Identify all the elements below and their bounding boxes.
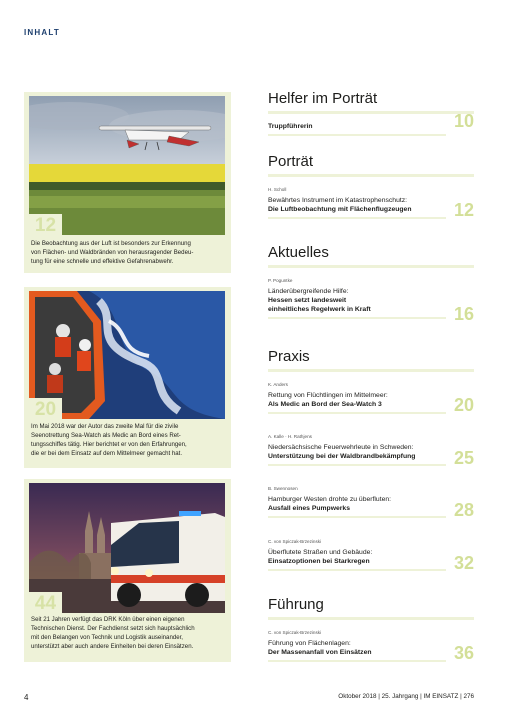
toc-page-number: 32	[453, 553, 474, 573]
panel-page-number: 44	[29, 592, 62, 615]
category-heading-portraet: Porträt	[268, 153, 474, 177]
toc-entry-portraet[interactable]: H. Scholl Bewährtes Instrument im Katastrophenschutz: Die Luftbeobachtung mit Flächenflugzeugen	[268, 187, 446, 219]
entry-divider	[268, 660, 446, 662]
toc-page-number: 16	[453, 304, 474, 324]
toc-entry-fuehrung[interactable]: C. von Spiczak-Brzezinski Führung von Flächenlagen: Der Massenanfall von Einsätzen	[268, 630, 446, 662]
footer-issue-info: Oktober 2018 | 25. Jahrgang | IM EINSATZ | 276	[338, 693, 474, 700]
footer-page-number: 4	[24, 693, 29, 702]
toc-page-number: 25	[453, 448, 474, 468]
panel-caption: Seit 21 Jahren verfügt das DRK Köln über einen eigenen Technischen Dienst. Der Fachdienst setzt sich hauptsächlich mit den Belangen von Technik und Logistik auseinander, unterstützt aber auch andere Einheiten bei deren Einsätzen.	[31, 616, 195, 650]
feature-panel-rescue-boat	[24, 287, 231, 468]
entry-divider	[268, 134, 446, 136]
category-heading-fuehrung: Führung	[268, 596, 474, 620]
panel-page-number: 12	[29, 214, 62, 237]
toc-page-number: 20	[453, 395, 474, 415]
toc-entry-helfer[interactable]: Truppführerin	[268, 122, 446, 136]
section-label: INHALT	[24, 28, 60, 37]
panel-page-number: 20	[29, 398, 62, 421]
entry-divider	[268, 317, 446, 319]
toc-page-number: 36	[453, 643, 474, 663]
panel-caption: Die Beobachtung aus der Luft ist besonders zur Erkennung von Flächen- und Waldbränden von herausragender Bedeu- tung für eine schnelle und effektive Gefahrenabwehr.	[31, 240, 194, 265]
toc-entry-praxis-1[interactable]: K. Anders Rettung von Flüchtlingen im Mittelmeer: Als Medic an Bord der Sea-Watch 3	[268, 382, 446, 414]
feature-panel-aircraft	[24, 92, 231, 273]
toc-entry-aktuelles[interactable]: P. Poguntke Länderübergreifende Hilfe: Hessen setzt landesweit einheitliches Regelwerk in Kraft	[268, 278, 446, 319]
toc-page-number: 10	[453, 111, 474, 131]
entry-divider	[268, 464, 446, 466]
feature-panel-ambulance	[24, 479, 231, 662]
toc-entry-praxis-3[interactable]: B. Swennosen Hamburger Westen drohte zu überfluten: Ausfall eines Pumpwerks	[268, 486, 446, 518]
toc-page-number: 12	[453, 200, 474, 220]
entry-divider	[268, 217, 446, 219]
toc-page-number: 28	[453, 500, 474, 520]
toc-entry-praxis-2[interactable]: A. Kalle · H. Rathjens Niedersächsische Feuerwehrleute in Schweden: Unterstützung bei der Waldbrandbekämpfung	[268, 434, 446, 466]
category-heading-praxis: Praxis	[268, 348, 474, 372]
category-heading-aktuelles: Aktuelles	[268, 244, 474, 268]
panel-caption: Im Mai 2018 war der Autor das zweite Mal für die zivile Seenotrettung Sea-Watch als Medic an Bord eines Ret- tungsschiffes tätig. Hier berichtet er von den Erfahrungen, die er bei dem Einsatz auf dem Mittelmeer gemacht hat.	[31, 423, 187, 457]
entry-divider	[268, 569, 446, 571]
entry-divider	[268, 412, 446, 414]
toc-entry-praxis-4[interactable]: C. von Spiczak-Brzezinski Überflutete Straßen und Gebäude: Einsatzoptionen bei Starkregen	[268, 539, 446, 571]
category-heading-helfer: Helfer im Porträt	[268, 90, 474, 114]
entry-divider	[268, 516, 446, 518]
